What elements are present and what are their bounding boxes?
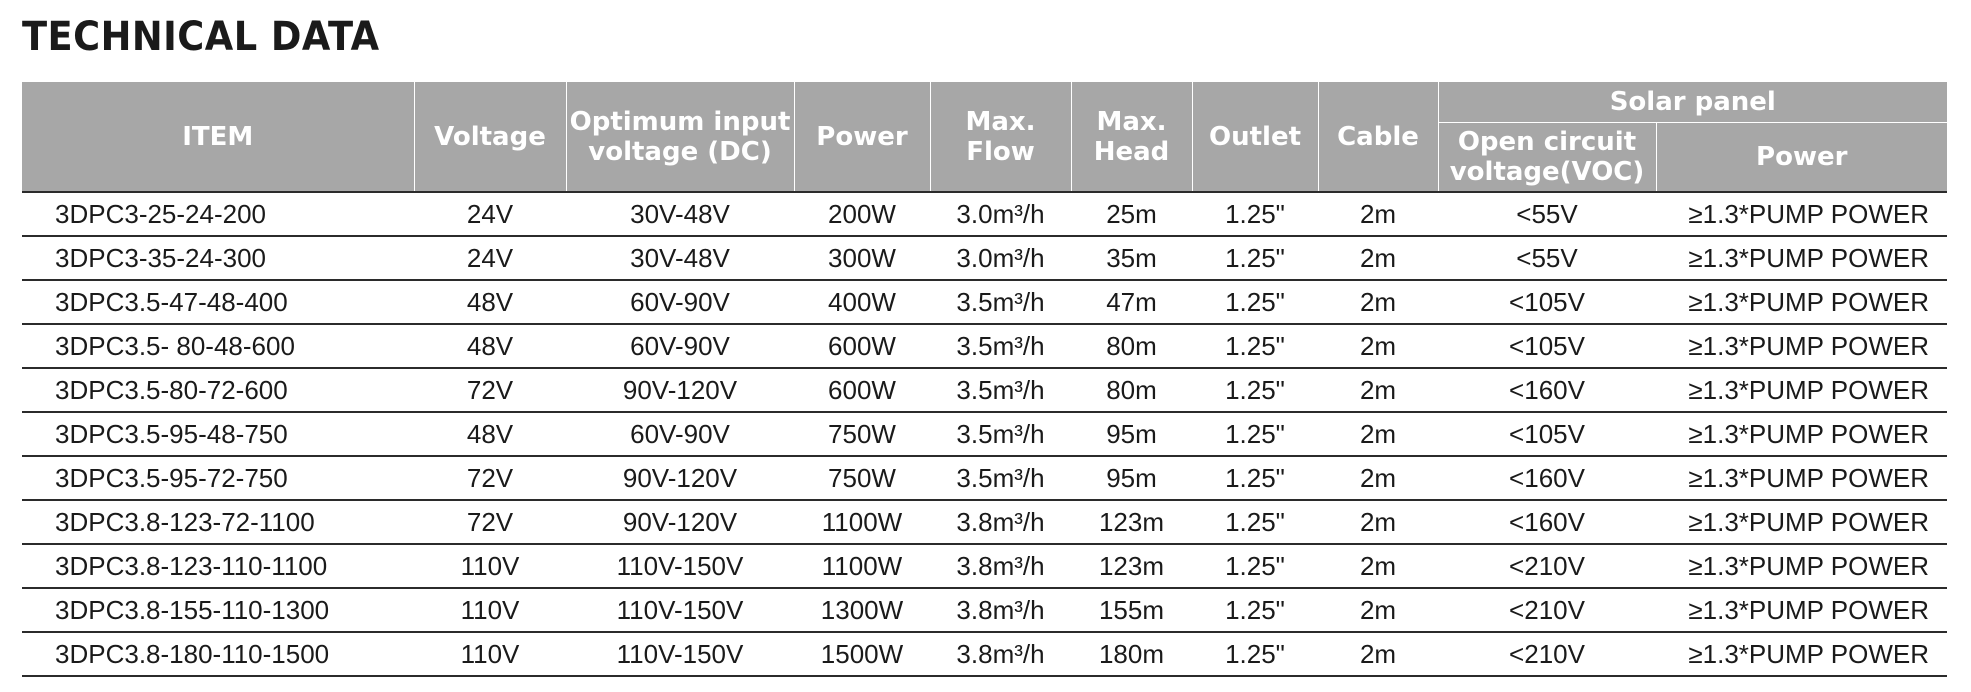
cell-max-head: 35m — [1071, 236, 1192, 280]
cell-max-head: 80m — [1071, 368, 1192, 412]
cell-optimum-voltage: 60V-90V — [566, 324, 794, 368]
header-max-flow-line1: Max. — [965, 106, 1036, 137]
cell-item: 3DPC3-25-24-200 — [22, 192, 414, 236]
cell-cable: 2m — [1318, 236, 1438, 280]
cell-outlet: 1.25" — [1192, 544, 1318, 588]
cell-cable: 2m — [1318, 588, 1438, 632]
cell-optimum-voltage: 30V-48V — [566, 192, 794, 236]
cell-voc: <55V — [1438, 236, 1656, 280]
cell-optimum-voltage: 30V-48V — [566, 236, 794, 280]
cell-item: 3DPC3.5-95-48-750 — [22, 412, 414, 456]
cell-max-head: 180m — [1071, 632, 1192, 676]
cell-power: 1100W — [794, 500, 930, 544]
cell-max-head: 95m — [1071, 456, 1192, 500]
header-solar-panel: Solar panel — [1438, 82, 1947, 123]
cell-cable: 2m — [1318, 456, 1438, 500]
header-panel-power: Power — [1656, 123, 1947, 193]
cell-panel-power: ≥1.3*PUMP POWER — [1656, 368, 1947, 412]
cell-voc: <160V — [1438, 368, 1656, 412]
cell-panel-power: ≥1.3*PUMP POWER — [1656, 544, 1947, 588]
cell-voltage: 72V — [414, 368, 566, 412]
header-max-head-line2: Head — [1093, 136, 1170, 167]
cell-optimum-voltage: 60V-90V — [566, 412, 794, 456]
cell-outlet: 1.25" — [1192, 632, 1318, 676]
table-header — [22, 82, 1947, 192]
table-row — [22, 324, 1947, 368]
header-max-flow-line2: Flow — [966, 136, 1035, 167]
header-outlet: Outlet — [1192, 82, 1318, 192]
cell-voltage: 110V — [414, 588, 566, 632]
cell-power: 600W — [794, 368, 930, 412]
cell-max-head: 47m — [1071, 280, 1192, 324]
cell-cable: 2m — [1318, 412, 1438, 456]
table-row — [22, 456, 1947, 500]
table-row — [22, 500, 1947, 544]
cell-item: 3DPC3.5-47-48-400 — [22, 280, 414, 324]
cell-power: 750W — [794, 456, 930, 500]
table-row — [22, 280, 1947, 324]
cell-panel-power: ≥1.3*PUMP POWER — [1656, 324, 1947, 368]
cell-item: 3DPC3.8-155-110-1300 — [22, 588, 414, 632]
cell-voltage: 48V — [414, 280, 566, 324]
cell-outlet: 1.25" — [1192, 236, 1318, 280]
cell-outlet: 1.25" — [1192, 456, 1318, 500]
cell-panel-power: ≥1.3*PUMP POWER — [1656, 192, 1947, 236]
cell-optimum-voltage: 110V-150V — [566, 632, 794, 676]
cell-power: 200W — [794, 192, 930, 236]
cell-voltage: 110V — [414, 632, 566, 676]
header-voc-line1: Open circuit — [1457, 127, 1637, 157]
cell-cable: 2m — [1318, 280, 1438, 324]
header-power: Power — [794, 82, 930, 192]
header-open-circuit-voltage — [1438, 123, 1656, 193]
cell-voc: <210V — [1438, 632, 1656, 676]
cell-outlet: 1.25" — [1192, 500, 1318, 544]
cell-voc: <105V — [1438, 280, 1656, 324]
cell-optimum-voltage: 110V-150V — [566, 588, 794, 632]
cell-voltage: 24V — [414, 236, 566, 280]
cell-max-flow: 3.8m³/h — [930, 588, 1071, 632]
table-row — [22, 192, 1947, 236]
header-optimum-input-voltage — [566, 82, 794, 192]
cell-voltage: 24V — [414, 192, 566, 236]
table-row — [22, 412, 1947, 456]
cell-power: 1300W — [794, 588, 930, 632]
cell-voc: <105V — [1438, 324, 1656, 368]
cell-max-flow: 3.8m³/h — [930, 632, 1071, 676]
cell-voltage: 48V — [414, 412, 566, 456]
table-row — [22, 236, 1947, 280]
cell-optimum-voltage: 60V-90V — [566, 280, 794, 324]
cell-item: 3DPC3.5-80-72-600 — [22, 368, 414, 412]
cell-item: 3DPC3.5- 80-48-600 — [22, 324, 414, 368]
cell-optimum-voltage: 110V-150V — [566, 544, 794, 588]
cell-cable: 2m — [1318, 544, 1438, 588]
cell-max-head: 155m — [1071, 588, 1192, 632]
page-title: TECHNICAL DATA — [22, 14, 380, 60]
cell-item: 3DPC3-35-24-300 — [22, 236, 414, 280]
cell-voc: <160V — [1438, 456, 1656, 500]
cell-outlet: 1.25" — [1192, 280, 1318, 324]
cell-power: 300W — [794, 236, 930, 280]
cell-max-flow: 3.5m³/h — [930, 324, 1071, 368]
table-body — [22, 192, 1947, 676]
cell-outlet: 1.25" — [1192, 588, 1318, 632]
cell-panel-power: ≥1.3*PUMP POWER — [1656, 280, 1947, 324]
header-optimum-line2: voltage (DC) — [588, 136, 772, 167]
cell-power: 1100W — [794, 544, 930, 588]
cell-panel-power: ≥1.3*PUMP POWER — [1656, 456, 1947, 500]
header-cable: Cable — [1318, 82, 1438, 192]
header-optimum-line1: Optimum input — [569, 106, 791, 137]
cell-item: 3DPC3.8-123-110-1100 — [22, 544, 414, 588]
cell-cable: 2m — [1318, 632, 1438, 676]
table-row — [22, 588, 1947, 632]
cell-cable: 2m — [1318, 368, 1438, 412]
cell-panel-power: ≥1.3*PUMP POWER — [1656, 412, 1947, 456]
header-voltage: Voltage — [414, 82, 566, 192]
cell-power: 750W — [794, 412, 930, 456]
cell-voltage: 72V — [414, 500, 566, 544]
header-item: ITEM — [22, 82, 414, 192]
cell-max-flow: 3.5m³/h — [930, 456, 1071, 500]
cell-outlet: 1.25" — [1192, 412, 1318, 456]
cell-item: 3DPC3.5-95-72-750 — [22, 456, 414, 500]
cell-voltage: 110V — [414, 544, 566, 588]
header-max-head-line1: Max. — [1096, 106, 1167, 137]
cell-voc: <210V — [1438, 544, 1656, 588]
cell-max-head: 25m — [1071, 192, 1192, 236]
cell-power: 600W — [794, 324, 930, 368]
cell-voc: <55V — [1438, 192, 1656, 236]
cell-cable: 2m — [1318, 324, 1438, 368]
cell-panel-power: ≥1.3*PUMP POWER — [1656, 236, 1947, 280]
cell-max-flow: 3.8m³/h — [930, 544, 1071, 588]
cell-item: 3DPC3.8-123-72-1100 — [22, 500, 414, 544]
table-row — [22, 632, 1947, 676]
header-voc-line2: voltage(VOC) — [1449, 157, 1645, 187]
cell-outlet: 1.25" — [1192, 368, 1318, 412]
cell-panel-power: ≥1.3*PUMP POWER — [1656, 632, 1947, 676]
cell-max-head: 95m — [1071, 412, 1192, 456]
cell-max-flow: 3.0m³/h — [930, 192, 1071, 236]
cell-outlet: 1.25" — [1192, 192, 1318, 236]
cell-power: 1500W — [794, 632, 930, 676]
cell-max-flow: 3.5m³/h — [930, 368, 1071, 412]
cell-max-flow: 3.5m³/h — [930, 412, 1071, 456]
table-row — [22, 544, 1947, 588]
cell-max-flow: 3.8m³/h — [930, 500, 1071, 544]
cell-cable: 2m — [1318, 500, 1438, 544]
cell-max-flow: 3.5m³/h — [930, 280, 1071, 324]
cell-voc: <160V — [1438, 500, 1656, 544]
cell-max-flow: 3.0m³/h — [930, 236, 1071, 280]
cell-max-head: 123m — [1071, 544, 1192, 588]
cell-voc: <210V — [1438, 588, 1656, 632]
cell-voltage: 48V — [414, 324, 566, 368]
cell-optimum-voltage: 90V-120V — [566, 368, 794, 412]
cell-max-head: 123m — [1071, 500, 1192, 544]
header-max-flow — [930, 82, 1071, 192]
cell-panel-power: ≥1.3*PUMP POWER — [1656, 588, 1947, 632]
cell-optimum-voltage: 90V-120V — [566, 500, 794, 544]
cell-max-head: 80m — [1071, 324, 1192, 368]
table-row — [22, 368, 1947, 412]
technical-data-table — [22, 82, 1947, 677]
cell-panel-power: ≥1.3*PUMP POWER — [1656, 500, 1947, 544]
cell-outlet: 1.25" — [1192, 324, 1318, 368]
cell-voc: <105V — [1438, 412, 1656, 456]
cell-power: 400W — [794, 280, 930, 324]
cell-item: 3DPC3.8-180-110-1500 — [22, 632, 414, 676]
cell-voltage: 72V — [414, 456, 566, 500]
cell-optimum-voltage: 90V-120V — [566, 456, 794, 500]
cell-cable: 2m — [1318, 192, 1438, 236]
header-max-head — [1071, 82, 1192, 192]
